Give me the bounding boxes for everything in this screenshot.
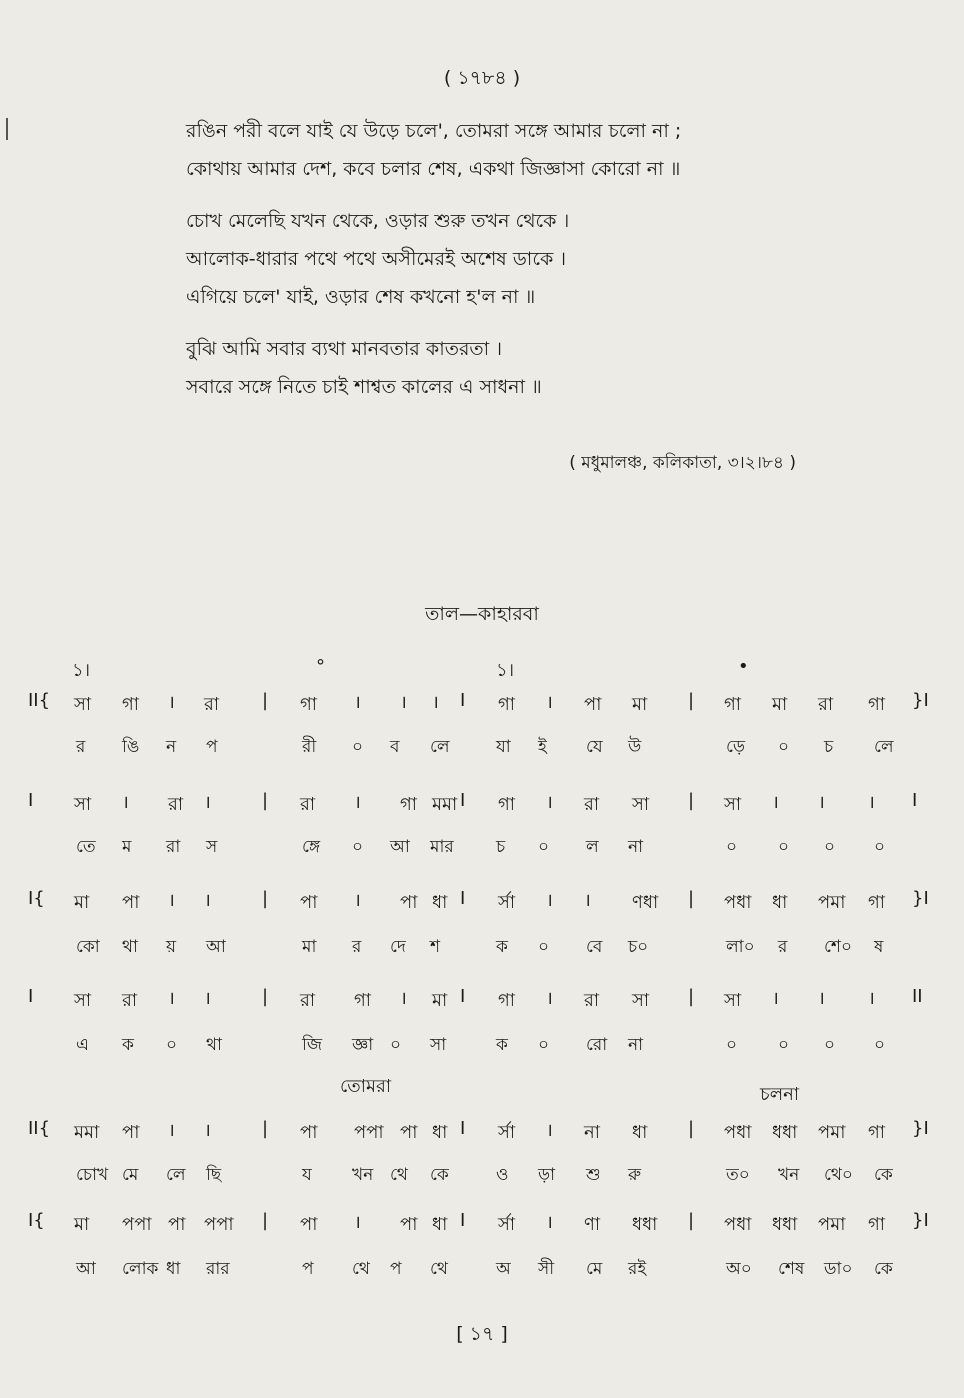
- lyric-line: আলোক-ধারার পথে পথে অসীমেরই অশেষ ডাকে ।: [186, 248, 567, 270]
- swar-note: গা: [868, 1122, 886, 1143]
- bar-line: |: [688, 790, 695, 811]
- swar-note: রা: [584, 990, 600, 1011]
- swar-note: ণা: [584, 1214, 601, 1235]
- lyric-stanza: [186, 330, 826, 406]
- swar-note: ধা: [632, 1122, 648, 1143]
- bar-line: I: [460, 1118, 466, 1139]
- lyric-syllable: উ: [628, 737, 642, 757]
- swar-note: পধা: [724, 1122, 752, 1143]
- swar-note: ধা: [432, 1214, 448, 1235]
- swar-note: পা: [400, 892, 418, 913]
- swar-note: র্সা: [498, 892, 516, 913]
- swar-note: গা: [300, 694, 318, 715]
- lyric-syllable: ০: [538, 837, 550, 857]
- lyric-syllable: ০: [726, 837, 738, 857]
- swar-note: ।: [772, 988, 779, 1009]
- lyric-syllable: ০: [874, 1035, 886, 1055]
- lyric-syllable: র: [76, 737, 86, 757]
- lyric-syllable: ই: [538, 737, 547, 757]
- tala-marker: •: [738, 656, 749, 677]
- bar-line: I: [460, 986, 466, 1007]
- lyric-syllable: ডা০: [824, 1259, 853, 1279]
- swar-note: পা: [300, 892, 318, 913]
- source-citation: ( মধুমালঞ্চ, কলিকাতা, ৩।২।৮৪ ): [569, 453, 796, 473]
- swar-note: পমা: [818, 1122, 846, 1143]
- swar-note: ।: [546, 988, 553, 1009]
- swar-note: ণধা: [632, 892, 659, 913]
- swar-note: পপা: [122, 1214, 152, 1235]
- lyric-syllable: ক: [496, 1035, 508, 1055]
- bar-line: I: [28, 986, 34, 1007]
- swar-note: ।: [818, 988, 825, 1009]
- tala-heading: তাল—কাহারবা: [425, 603, 539, 625]
- lyric-syllable: না: [628, 1035, 644, 1055]
- bar-line: }I: [912, 1210, 929, 1231]
- swar-note: সা: [724, 990, 742, 1011]
- bar-line: II{: [28, 690, 51, 711]
- lyric-syllable: শেষ: [778, 1259, 805, 1279]
- lyric-syllable: কে: [874, 1259, 893, 1279]
- lyric-syllable: র: [778, 937, 788, 957]
- swar-note: ধধা: [772, 1122, 798, 1143]
- swar-note: পা: [122, 892, 140, 913]
- swar-note: গা: [868, 1214, 886, 1235]
- lyric-syllable: ০: [352, 837, 364, 857]
- swar-note: ।: [168, 692, 175, 713]
- swar-note: গা: [868, 892, 886, 913]
- margin-mark: [6, 118, 8, 140]
- lyric-syllable: থা: [206, 1035, 222, 1055]
- swar-note: ।: [546, 1120, 553, 1141]
- lyric-syllable-row: [0, 1256, 964, 1296]
- swar-note: পা: [300, 1122, 318, 1143]
- bar-line: |: [262, 1118, 269, 1139]
- lyric-syllable: ০: [166, 1035, 178, 1055]
- swar-note: রা: [122, 990, 138, 1011]
- swar-note: ।: [772, 792, 779, 813]
- lyric-syllable: যা: [496, 737, 511, 757]
- lyric-syllable: এ: [76, 1035, 89, 1055]
- lyric-syllable: ০: [874, 837, 886, 857]
- bar-line: |: [262, 790, 269, 811]
- swar-note: ।: [354, 890, 361, 911]
- swar-note: সা: [74, 794, 92, 815]
- lyric-syllable: ০: [726, 1035, 738, 1055]
- bar-line: |: [688, 1118, 695, 1139]
- swar-note: ।: [432, 692, 439, 713]
- swar-note: র্সা: [498, 1122, 516, 1143]
- swar-note: ।: [546, 792, 553, 813]
- lyric-syllable: প: [302, 1259, 314, 1279]
- lyric-syllable: খন: [352, 1165, 374, 1185]
- bar-line: II: [912, 986, 923, 1007]
- lyric-syllable: থে: [390, 1165, 408, 1185]
- swar-note: ধা: [432, 1122, 448, 1143]
- swar-note: ।: [584, 890, 591, 911]
- lyric-line: বুঝি আমি সবার ব্যথা মানবতার কাতরতা ।: [186, 338, 503, 360]
- bar-line: I: [912, 790, 918, 811]
- swar-note: পা: [300, 1214, 318, 1235]
- lyric-syllable: শ: [430, 937, 441, 957]
- swar-note: গা: [724, 694, 742, 715]
- lyric-syllable: চ: [496, 837, 506, 857]
- lyric-syllable-row: [0, 934, 964, 974]
- bar-line: I: [460, 690, 466, 711]
- tala-marker: ১।: [496, 660, 515, 681]
- lyric-syllable: ঙি: [122, 737, 140, 757]
- swar-note: গা: [498, 990, 516, 1011]
- lyric-syllable: রী: [302, 737, 317, 757]
- swar-note: ধধা: [772, 1214, 798, 1235]
- lyric-syllable: কে: [874, 1165, 893, 1185]
- swar-note: ।: [354, 692, 361, 713]
- lyric-syllable: ০: [778, 737, 790, 757]
- lyric-syllable: য়: [166, 937, 177, 957]
- swar-note: সা: [724, 794, 742, 815]
- lyric-syllable: প: [390, 1259, 402, 1279]
- swar-note: রা: [300, 794, 316, 815]
- swar-note: পমা: [818, 892, 846, 913]
- above-annotation: চলনা: [760, 1084, 800, 1105]
- swar-note: ।: [168, 1120, 175, 1141]
- swar-note: সা: [74, 990, 92, 1011]
- lyric-stanza: [186, 202, 826, 316]
- tala-marker: ১।: [72, 660, 91, 681]
- lyric-syllable: তে: [76, 837, 96, 857]
- lyric-syllable: লে: [874, 737, 894, 757]
- lyric-syllable: জি: [302, 1035, 323, 1055]
- swar-row: [0, 1118, 964, 1158]
- swar-note: সা: [632, 794, 650, 815]
- lyric-syllable: ম: [122, 837, 132, 857]
- lyric-syllable: ত০: [726, 1165, 750, 1185]
- swar-note: মমা: [74, 1122, 100, 1143]
- swar-note: রা: [584, 794, 600, 815]
- tala-marker: °: [316, 656, 325, 677]
- swar-row: [0, 790, 964, 830]
- lyric-syllable: লে: [430, 737, 450, 757]
- lyric-syllable: দে: [390, 937, 406, 957]
- lyric-syllable: বে: [586, 937, 603, 957]
- swar-note: রা: [300, 990, 316, 1011]
- lyric-syllable: য: [302, 1165, 312, 1185]
- bar-line: |: [688, 690, 695, 711]
- lyric-stanza: [186, 112, 826, 188]
- lyric-syllable: প: [206, 737, 218, 757]
- lyric-syllable: ক: [122, 1035, 134, 1055]
- bar-line: }I: [912, 690, 929, 711]
- lyric-syllable: জ্ঞা: [352, 1035, 374, 1055]
- lyric-syllable: ০: [352, 737, 364, 757]
- lyric-syllable-row: [0, 734, 964, 774]
- swar-note: গা: [400, 794, 418, 815]
- swar-note: ধা: [772, 892, 788, 913]
- lyric-syllable: অ০: [726, 1259, 752, 1279]
- swar-note: ।: [204, 1120, 211, 1141]
- swar-note: পপা: [354, 1122, 384, 1143]
- swar-note: ।: [546, 890, 553, 911]
- lyric-syllable: ০: [538, 1035, 550, 1055]
- swar-note: ।: [354, 1212, 361, 1233]
- lyric-syllable: রো: [586, 1035, 608, 1055]
- bar-line: }I: [912, 888, 929, 909]
- swar-note: ।: [204, 988, 211, 1009]
- bar-line: |: [262, 690, 269, 711]
- lyric-syllable: ড়া: [538, 1165, 556, 1185]
- lyric-syllable: র: [352, 937, 362, 957]
- lyric-syllable: সী: [538, 1259, 555, 1279]
- bar-line: I: [28, 790, 34, 811]
- lyric-syllable: ন: [166, 737, 177, 757]
- lyric-syllable: স: [206, 837, 218, 857]
- swar-note: পা: [122, 1122, 140, 1143]
- lyric-syllable: কে: [430, 1165, 449, 1185]
- lyric-syllable: থে০: [824, 1165, 853, 1185]
- swar-note: রা: [168, 794, 184, 815]
- swar-note: সা: [632, 990, 650, 1011]
- swar-note: গা: [498, 694, 516, 715]
- lyric-syllable-row: [0, 1032, 964, 1072]
- lyric-syllable: অ: [496, 1259, 511, 1279]
- lyric-syllable: রু: [628, 1165, 642, 1185]
- lyric-syllable: চ০: [628, 937, 649, 957]
- swar-note: ধধা: [632, 1214, 658, 1235]
- swar-note: মা: [432, 990, 448, 1011]
- lyric-syllable: ০: [390, 1035, 402, 1055]
- bar-line: I: [460, 790, 466, 811]
- lyric-syllable: ০: [778, 1035, 790, 1055]
- lyric-syllable: শে০: [824, 937, 853, 957]
- song-number: ( ১৭৮৪ ): [443, 67, 521, 89]
- swar-note: ।: [546, 692, 553, 713]
- lyric-syllable: লে: [166, 1165, 186, 1185]
- swar-note: পা: [400, 1214, 418, 1235]
- lyric-line: রঙিন পরী বলে যাই যে উড়ে চলে', তোমরা সঙ্গে আমার চলো না ;: [186, 120, 682, 142]
- swar-note: পা: [584, 694, 602, 715]
- lyric-syllable: মা: [302, 937, 317, 957]
- lyric-syllable: মার: [430, 837, 454, 857]
- lyric-syllable: খন: [778, 1165, 800, 1185]
- swar-note: ।: [204, 792, 211, 813]
- lyric-syllable: ঙ্গে: [302, 837, 321, 857]
- lyric-syllable: ০: [824, 1035, 836, 1055]
- lyric-line: এগিয়ে চলে' যাই, ওড়ার শেষ কখনো হ'ল না ॥: [186, 286, 536, 308]
- swar-note: ।: [204, 890, 211, 911]
- swar-note: মা: [772, 694, 788, 715]
- lyric-syllable: ০: [538, 937, 550, 957]
- bar-line: I{: [28, 888, 45, 909]
- lyric-line: চোখ মেলেছি যখন থেকে, ওড়ার শুরু তখন থেকে ।: [186, 210, 570, 232]
- lyric-syllable: ০: [778, 837, 790, 857]
- lyric-line: সবারে সঙ্গে নিতে চাই শাশ্বত কালের এ সাধনা ॥: [186, 376, 542, 398]
- page-number: [ ১৭ ]: [456, 1323, 508, 1345]
- lyric-syllable: ড়ে: [726, 737, 746, 757]
- swar-note: গা: [868, 694, 886, 715]
- lyric-syllable: ক: [496, 937, 508, 957]
- bar-line: II{: [28, 1118, 51, 1139]
- swar-note: মমা: [432, 794, 458, 815]
- bar-line: |: [262, 1210, 269, 1231]
- swar-note: র্সা: [498, 1214, 516, 1235]
- swar-note: ।: [868, 988, 875, 1009]
- swar-row: [0, 690, 964, 730]
- swar-note: রা: [818, 694, 834, 715]
- swar-note: ।: [400, 988, 407, 1009]
- swar-note: ধা: [432, 892, 448, 913]
- lyric-syllable: ধা: [166, 1259, 181, 1279]
- swar-note: গা: [354, 990, 372, 1011]
- lyric-syllable: ০: [824, 837, 836, 857]
- swar-note: ।: [354, 792, 361, 813]
- lyric-syllable: যে: [586, 737, 603, 757]
- swar-note: না: [584, 1122, 600, 1143]
- bar-line: |: [688, 888, 695, 909]
- swar-note: ।: [400, 692, 407, 713]
- swar-note: গা: [498, 794, 516, 815]
- lyric-syllable: না: [628, 837, 644, 857]
- swar-note: ।: [168, 890, 175, 911]
- lyric-syllable: সা: [430, 1035, 447, 1055]
- swar-note: গা: [122, 694, 140, 715]
- above-annotation: তোমরা: [340, 1076, 392, 1097]
- lyric-syllable: কো: [76, 937, 100, 957]
- swar-note: ।: [818, 792, 825, 813]
- swar-note: মা: [74, 1214, 90, 1235]
- lyric-syllable: ষ: [874, 937, 884, 957]
- swar-row: [0, 888, 964, 928]
- swar-note: ।: [868, 792, 875, 813]
- bar-line: |: [262, 888, 269, 909]
- swar-note: পা: [168, 1214, 186, 1235]
- lyric-line: কোথায় আমার দেশ, কবে চলার শেষ, একথা জিজ্ঞাসা কোরো না ॥: [186, 158, 681, 180]
- bar-line: I{: [28, 1210, 45, 1231]
- swar-note: ।: [168, 988, 175, 1009]
- bar-line: |: [688, 1210, 695, 1231]
- lyric-syllable: লা০: [726, 937, 755, 957]
- swar-note: মা: [74, 892, 90, 913]
- lyric-syllable: রই: [628, 1259, 647, 1279]
- lyric-syllable: আ: [390, 837, 410, 857]
- lyric-syllable: মে: [586, 1259, 603, 1279]
- lyric-syllable: ছি: [206, 1165, 222, 1185]
- swar-note: মা: [632, 694, 648, 715]
- swar-row: [0, 1210, 964, 1250]
- lyric-syllable: শু: [586, 1165, 601, 1185]
- lyric-syllable: মে: [122, 1165, 139, 1185]
- swar-note: রা: [204, 694, 220, 715]
- lyric-syllable: থা: [122, 937, 138, 957]
- swar-note: পমা: [818, 1214, 846, 1235]
- lyric-syllable: লোক: [122, 1259, 159, 1279]
- lyrics-block: [186, 112, 826, 420]
- bar-line: |: [688, 986, 695, 1007]
- lyric-syllable: চ: [824, 737, 834, 757]
- lyric-syllable: ও: [496, 1165, 509, 1185]
- lyric-syllable: আ: [76, 1259, 96, 1279]
- lyric-syllable-row: [0, 834, 964, 874]
- swar-row: [0, 986, 964, 1026]
- lyric-syllable: চোখ: [76, 1165, 109, 1185]
- bar-line: I: [460, 888, 466, 909]
- bar-line: }I: [912, 1118, 929, 1139]
- lyric-syllable: থে: [352, 1259, 370, 1279]
- lyric-syllable: ব: [390, 737, 400, 757]
- lyric-syllable: রা: [166, 837, 181, 857]
- lyric-syllable: রার: [206, 1259, 230, 1279]
- bar-line: |: [262, 986, 269, 1007]
- lyric-syllable: থে: [430, 1259, 448, 1279]
- swar-note: পধা: [724, 1214, 752, 1235]
- swar-note: পা: [400, 1122, 418, 1143]
- swar-note: ।: [546, 1212, 553, 1233]
- bar-line: I: [460, 1210, 466, 1231]
- swar-note: পপা: [204, 1214, 234, 1235]
- lyric-syllable: আ: [206, 937, 226, 957]
- swar-note: ।: [122, 792, 129, 813]
- swar-note: সা: [74, 694, 92, 715]
- lyric-syllable: ল: [586, 837, 599, 857]
- swar-note: পধা: [724, 892, 752, 913]
- lyric-syllable-row: [0, 1162, 964, 1202]
